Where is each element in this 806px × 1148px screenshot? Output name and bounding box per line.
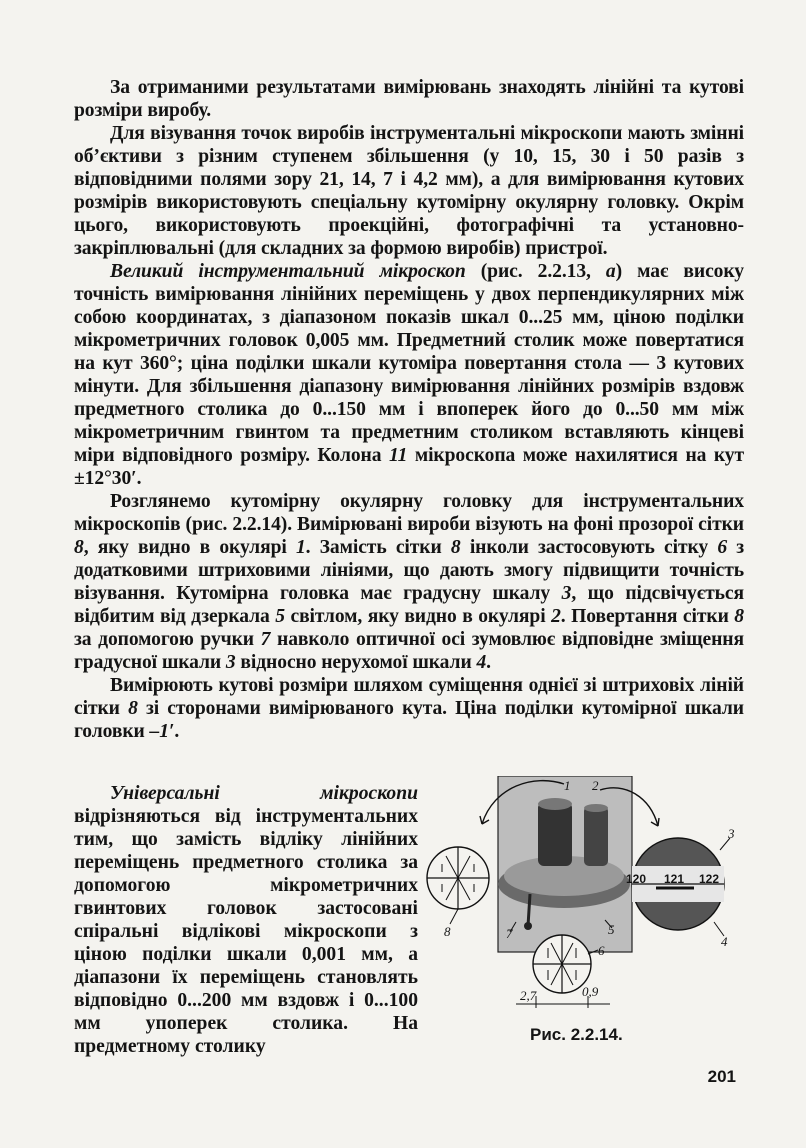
text-span: . Замість сітки bbox=[305, 537, 451, 558]
text-span: (рис. 2.2.13, bbox=[465, 261, 606, 282]
ref-number: 3 bbox=[225, 652, 236, 673]
ref-number: 8 bbox=[734, 606, 744, 627]
eyepiece-2 bbox=[584, 806, 608, 866]
ref-number: 4 bbox=[476, 652, 487, 673]
label-7: 7 bbox=[506, 926, 513, 941]
text-span: світлом, яку видно в окулярі bbox=[284, 606, 552, 627]
text-span: . bbox=[174, 721, 180, 742]
label-6: 6 bbox=[598, 943, 605, 958]
figure-2-2-14 bbox=[424, 776, 746, 1056]
ref-number: 3 bbox=[561, 583, 572, 604]
scale-value: –1′ bbox=[149, 721, 175, 742]
scale-tick-122: 122 bbox=[699, 872, 720, 886]
ref-number: 8 bbox=[74, 537, 84, 558]
text-span: відрізняються від інструментальних тим, що замість відліку лінійних переміщень предметного столика за допомогою мікрометричних гвинтових головок застосовані спіральні відлікові мікроскопи з ціною поділки шкали 0,001 мм, а діапазони їх переміщень становлять відповідно 0...200 мм вздовж і 0...100 мм упоперек столика. На предметному столику bbox=[74, 806, 418, 1057]
text-span: Розглянемо кутомірну окулярну головку для інструментальних мікроскопів (рис. 2.2.14). Вимірювані вироби візують на фоні прозорої сітки bbox=[74, 491, 744, 535]
text-span: Вимірюють кутові розміри шляхом суміщення однієї зі штриховіх ліній сітки bbox=[74, 675, 744, 719]
fig-ref-letter: а bbox=[605, 261, 616, 282]
paragraph-5 bbox=[74, 674, 744, 743]
ref-number: 7 bbox=[260, 629, 271, 650]
ref-number: 2 bbox=[551, 606, 561, 627]
scale-tick-121: 121 bbox=[664, 872, 685, 886]
label-5: 5 bbox=[608, 922, 615, 937]
ref-number: 8 bbox=[450, 537, 461, 558]
reticle-8 bbox=[427, 847, 489, 909]
text-span: інколи застосовують сітку bbox=[460, 537, 718, 558]
label-1: 1 bbox=[564, 778, 571, 793]
term-universal-microscopes: Універсальні мікроскопи bbox=[110, 783, 418, 804]
paragraph-3 bbox=[74, 260, 744, 490]
ref-number: 1 bbox=[295, 537, 306, 558]
label-8: 8 bbox=[444, 924, 451, 939]
scale-tick-120: 120 bbox=[626, 872, 647, 886]
body-text bbox=[74, 76, 744, 743]
eyepiece-head-illustration bbox=[424, 776, 746, 1056]
dimension-left: 2,7 bbox=[520, 988, 537, 1003]
paragraph-4 bbox=[74, 490, 744, 674]
eyepiece-1 bbox=[538, 802, 572, 866]
term-big-microscope: Великий інструментальний мікроскоп bbox=[110, 261, 466, 282]
paragraph-2: Для візування точок виробів інструментальні мікроскопи мають змінні об’єктиви з різним ступенем збільшення (у 10, 15, 30 і 50 разів з відповідними полями зору 21, 14, 7 і 4,2 мм), а для вимірювання кутових розмірів використовують спеціальну кутомірну окулярну головку. Окрім цього, використовують проекційні, фотографічні та установно-закріплювальні (для складних за формою виробів) пристрої. bbox=[74, 123, 744, 259]
text-span: мікроскопа може нахилятися на кут ±12°30′. bbox=[74, 445, 744, 489]
text-span: . Повертання сітки bbox=[560, 606, 735, 627]
ref-number: 11 bbox=[388, 445, 408, 466]
text-span: зі сторонами вимірюваного кута. Ціна поділки кутомірної шкали головки bbox=[74, 698, 744, 742]
ref-number: 8 bbox=[128, 698, 138, 719]
dimension-right: 0,9 bbox=[582, 984, 599, 999]
text-span: ) має високу точність вимірювання лінійних переміщень у двох перпендикулярних між собою координатах, з діапазоном показів шкал 0...25 мм, ціною поділки мікрометричних головок 0,005 мм. Предметний столик може повертатися на кут 360°; ціна поділки шкали кутоміра повертання стола — 3 кутових мінути. Для збільшення діапазону вимірювання лінійних розмірів вздовж предметного столика до 0...150 мм і впоперек його до 0...50 мм між мікрометричним гвинтом та предметним столиком вставляють кінцеві міри відповідного розміру. Колона bbox=[74, 261, 744, 466]
ref-number: 6 bbox=[717, 537, 728, 558]
paragraph-1: За отриманими результатами вимірювань знаходять лінійні та кутові розміри виробу. bbox=[74, 77, 744, 121]
label-3: 3 bbox=[728, 826, 735, 841]
text-span: відносно нерухомої шкали bbox=[235, 652, 477, 673]
page-number: 201 bbox=[707, 1067, 736, 1086]
figure-caption: Рис. 2.2.14. bbox=[530, 1025, 623, 1044]
text-span: , яку видно в окулярі bbox=[83, 537, 296, 558]
text-span: , що підсвічується відбитим від дзеркала bbox=[74, 583, 744, 627]
paragraph-6 bbox=[74, 782, 418, 1058]
ref-number: 5 bbox=[275, 606, 285, 627]
label-4: 4 bbox=[721, 934, 728, 949]
text-span: з додатковими штриховими лініями, що дають змогу підвищити точність візування. Кутомірна головка має градусну шкалу bbox=[74, 537, 745, 604]
wrapped-paragraph bbox=[74, 782, 418, 1058]
text-span: за допомогою ручки bbox=[74, 629, 261, 650]
label-2: 2 bbox=[592, 778, 599, 793]
text-span: . bbox=[486, 652, 491, 673]
text-span: навколо оптичної осі зумовлює відповідне зміщення градусної шкали bbox=[74, 629, 744, 673]
